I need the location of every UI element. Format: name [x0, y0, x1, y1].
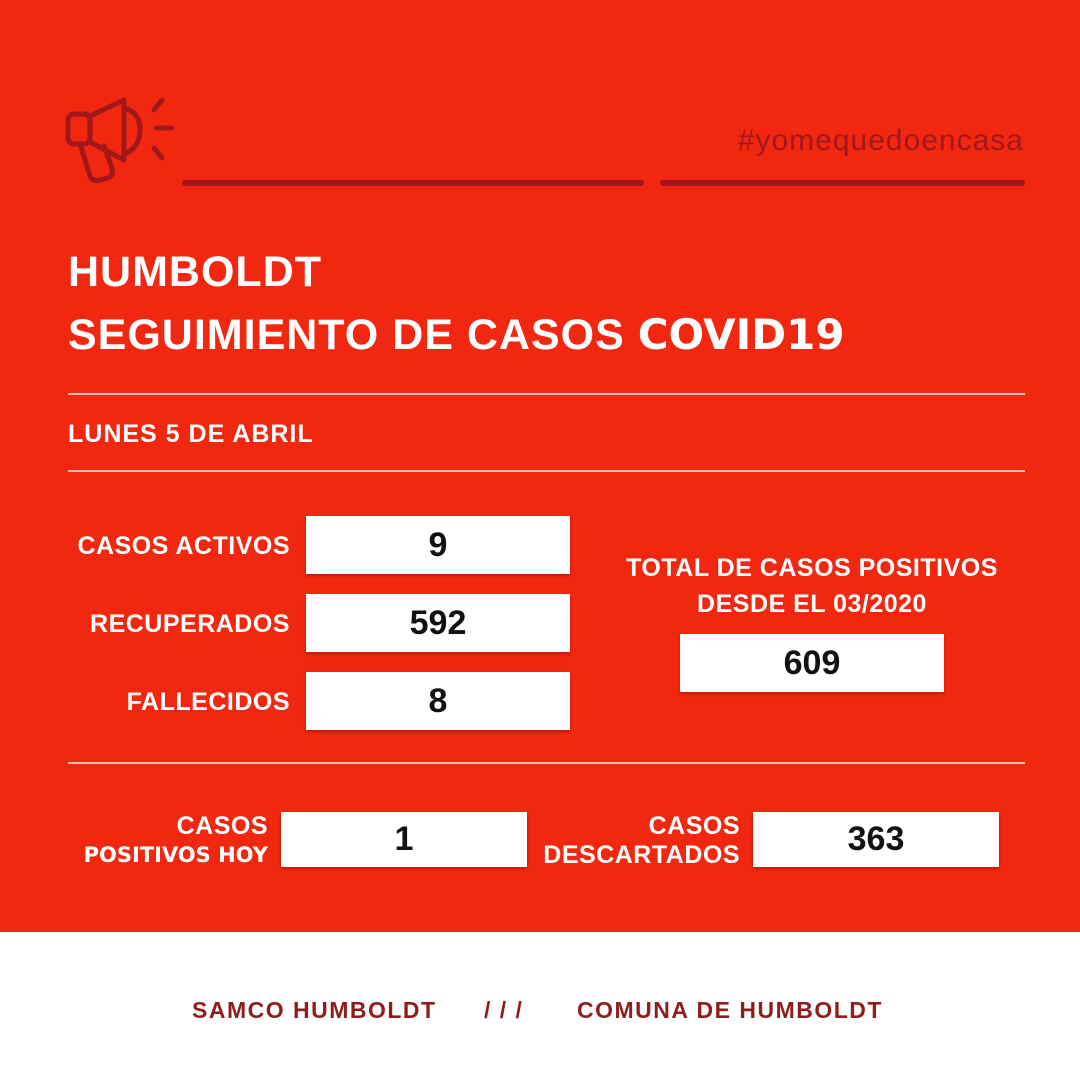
value-positivos-hoy: 1 — [281, 812, 527, 867]
value-recuperados: 592 — [306, 594, 570, 652]
positivos-hoy-line2: POSITIVOS HOY — [83, 843, 268, 867]
descartados-line1: CASOS — [648, 812, 740, 840]
label-casos-activos: CASOS ACTIVOS — [77, 532, 290, 560]
value-total: 609 — [680, 634, 944, 692]
title-line2 — [68, 310, 845, 360]
title-emphasis: COVID19 — [637, 310, 845, 359]
header-line-left — [182, 180, 644, 186]
hashtag: #yomequedoencasa — [737, 124, 1024, 157]
footer-separator: / / / — [484, 997, 524, 1023]
value-casos-activos: 9 — [306, 516, 570, 574]
title-line1: HUMBOLDT — [68, 248, 323, 296]
megaphone-icon — [64, 92, 186, 188]
footer — [0, 932, 1080, 1080]
value-fallecidos: 8 — [306, 672, 570, 730]
header-line-right — [660, 180, 1025, 186]
descartados-line2: DESCARTADOS — [543, 841, 740, 869]
divider-top — [68, 393, 1025, 395]
report-date: LUNES 5 DE ABRIL — [68, 420, 314, 448]
title-prefix: SEGUIMIENTO DE CASOS — [68, 311, 638, 359]
divider-bottom — [68, 762, 1025, 764]
label-positivos-hoy — [84, 812, 268, 870]
total-label — [612, 550, 1012, 622]
label-recuperados: RECUPERADOS — [90, 610, 290, 638]
label-fallecidos: FALLECIDOS — [126, 688, 290, 716]
label-descartados — [543, 812, 740, 870]
total-label-line1: TOTAL DE CASOS POSITIVOS — [626, 554, 998, 582]
footer-comuna: COMUNA DE HUMBOLDT — [577, 997, 883, 1023]
value-descartados: 363 — [753, 812, 999, 867]
footer-samco: SAMCO HUMBOLDT — [192, 997, 437, 1023]
positivos-hoy-line1: CASOS — [176, 812, 268, 840]
divider-mid — [68, 470, 1025, 472]
total-label-line2: DESDE EL 03/2020 — [697, 590, 927, 618]
